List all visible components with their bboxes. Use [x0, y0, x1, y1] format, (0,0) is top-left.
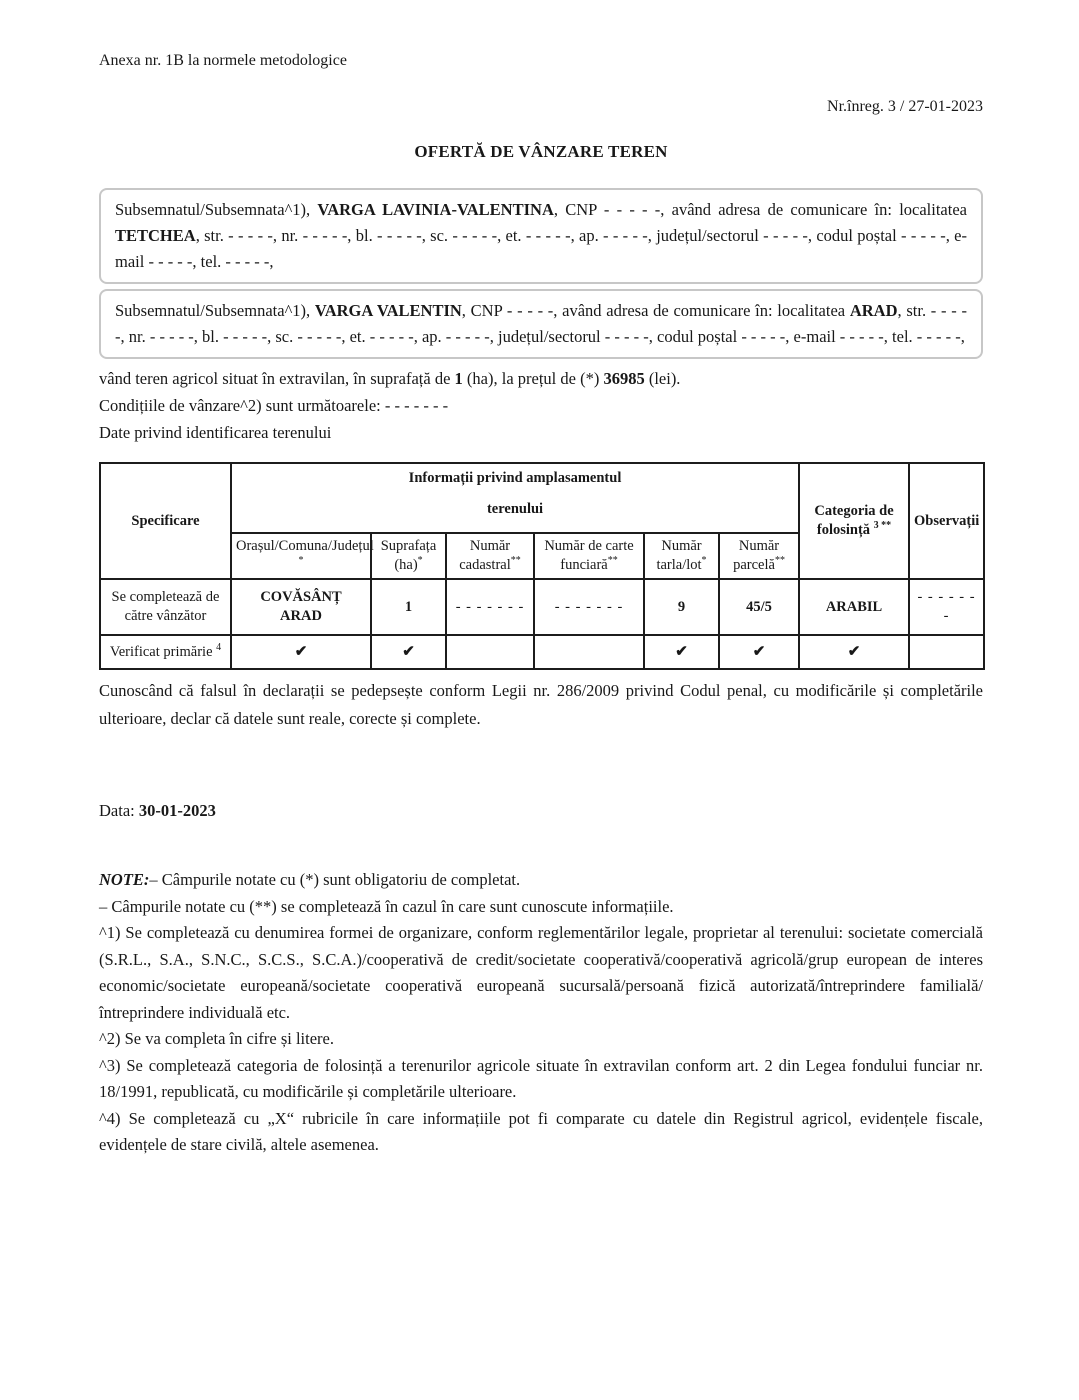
amplasament-line2: terenului — [486, 501, 544, 517]
notes-section — [99, 867, 983, 1159]
seller-box-1 — [99, 188, 983, 284]
note-4: ^4) Se completează cu „X“ rubricile în care informațiile pot fi comparate cu datele din Registrul agricol, evidențele fiscale, evidențele de stare civilă, altele asemenea. — [99, 1108, 983, 1154]
check-carte-funciara — [534, 635, 644, 669]
declaration-paragraph: Cunoscând că falsul în declarații se pedepsește conform Legii nr. 286/2009 privind Codul penal, cu modificările și completările ulterioare, declar că datele sunt reale, corecte și complete. — [99, 681, 983, 728]
seller1-mid: , CNP - - - - -, având adresa de comunicare în: localitatea — [553, 200, 967, 219]
col-header-carte-funciara: Număr de carte funciară** — [534, 533, 644, 579]
check-cadastral — [446, 635, 534, 669]
seller2-locality: ARAD — [849, 301, 898, 320]
col-header-categoria — [799, 463, 909, 579]
seller-box-2 — [99, 289, 983, 359]
col-header-observatii: Observații — [909, 463, 984, 579]
land-id-heading: Date privind identificarea terenului — [99, 423, 332, 442]
note-title: NOTE: — [99, 870, 150, 889]
col-header-specificare: Specificare — [100, 463, 231, 579]
check-observatii — [909, 635, 984, 669]
sale-details — [99, 365, 983, 446]
note-line2: – Câmpurile notate cu (**) se completează în cazul în care sunt cunoscute informațiile. — [99, 896, 674, 916]
check-oras: ✔ — [231, 635, 371, 669]
seller1-intro: Subsemnatul/Subsemnata^1), — [115, 200, 318, 219]
cell-cadastral: - - - - - - - — [446, 579, 534, 635]
sale-pre: vând teren agricol situat în extravilan, în suprafață de — [99, 369, 455, 388]
col-header-cadastral: Număr cadastral** — [446, 533, 534, 579]
sale-conditions: Condițiile de vânzare^2) sunt următoarele: - - - - - - - — [99, 396, 449, 415]
table-header-row-1 — [100, 463, 984, 533]
check-categoria: ✔ — [799, 635, 909, 669]
seller2-intro: Subsemnatul/Subsemnata^1), — [115, 301, 315, 320]
amplasament-line1: Informații privind amplasamentul — [408, 470, 622, 486]
seller2-rest: , str. - - - - -, nr. - - - - -, bl. - - - - -, sc. - - - - -, et. - - - - -, ap. - - - - -, județul/sectorul - - - - -, codul poștal - - - - -, e-mail - - - - -, tel. - - - - -, — [115, 301, 967, 346]
check-tarla: ✔ — [644, 635, 719, 669]
seller1-locality: TETCHEA — [115, 226, 196, 245]
sale-line — [99, 365, 983, 392]
col-header-tarla: Număr tarla/lot* — [644, 533, 719, 579]
sale-price-value: 36985 — [603, 369, 645, 388]
note-1: ^1) Se completează cu denumirea formei de organizare, conform reglementărilor legale, proprietar al terenului: societate comercială (S.R.L., S.A., S.N.C., S.C.S., S.C.A.)/cooperativă de credit/societate cooperativă/cooperativă agricolă/grup european de interes economic/societate europeană/societate cooperativă europeană sucursală/persoană fizică autorizată/întreprindere familială/întreprindere individuală etc. — [99, 923, 983, 1022]
date-value: 30-01-2023 — [138, 801, 216, 820]
seller2-mid: , CNP - - - - -, având adresa de comunicare în: localitatea — [461, 301, 850, 320]
cell-categoria: ARABIL — [799, 579, 909, 635]
date-label: Data: — [99, 801, 139, 820]
land-identification-table — [99, 462, 985, 670]
note-header-line — [99, 867, 983, 894]
col-header-oras: Orașul/Comuna/Județul * — [231, 533, 371, 579]
registration-number: Nr.înreg. 3 / 27-01-2023 — [827, 98, 983, 115]
annex-label: Anexa nr. 1B la normele metodologice — [99, 52, 347, 69]
seller-row-label: Se completează de către vânzător — [100, 579, 231, 635]
col-header-amplasament-group — [231, 463, 799, 533]
page-title: OFERTĂ DE VÂNZARE TEREN — [414, 142, 668, 161]
cell-tarla: 9 — [644, 579, 719, 635]
note-2: ^2) Se va completa în cifre și litere. — [99, 1029, 334, 1048]
seller1-rest: , str. - - - - -, nr. - - - - -, bl. - - - - -, sc. - - - - -, et. - - - - -, ap. - - - - -, județul/sectorul - - - - -, codul poștal - - - - -, e-mail - - - - -, tel. - - - - -, — [115, 226, 967, 271]
cell-carte-funciara: - - - - - - - — [534, 579, 644, 635]
col-header-parcela: Număr parcelă** — [719, 533, 799, 579]
categoria-line1: Categoria de — [814, 503, 894, 519]
check-suprafata: ✔ — [371, 635, 446, 669]
categoria-line2: folosință — [816, 522, 871, 538]
categoria-mark: 3 ** — [873, 520, 892, 532]
seller1-name: VARGA LAVINIA-VALENTINA — [317, 200, 554, 219]
cell-suprafata: 1 — [371, 579, 446, 635]
sale-mid: (ha), la prețul de (*) — [462, 369, 604, 388]
note-3: ^3) Se completează categoria de folosință a terenurilor agricole situate în extravilan conform art. 2 din Legea fondului funciar nr. 18/1991, republicată, cu modificările și completările ulterioare. — [99, 1055, 983, 1101]
date-line — [99, 801, 983, 821]
seller2-name: VARGA VALENTIN — [314, 301, 462, 320]
table-row-verified — [100, 635, 984, 669]
sale-post: (lei). — [644, 369, 681, 388]
cell-observatii: - - - - - - - — [909, 579, 984, 635]
cell-parcela: 45/5 — [719, 579, 799, 635]
col-header-suprafata: Suprafața (ha)* — [371, 533, 446, 579]
check-parcela: ✔ — [719, 635, 799, 669]
sale-area-value: 1 — [454, 369, 463, 388]
note-line1: – Câmpurile notate cu (*) sunt obligatoriu de completat. — [149, 870, 521, 889]
table-row-seller — [100, 579, 984, 635]
verified-row-label: Verificat primărie $^4$ — [100, 635, 231, 669]
cell-oras: COVĂSÂNȚ ARAD — [231, 579, 371, 635]
